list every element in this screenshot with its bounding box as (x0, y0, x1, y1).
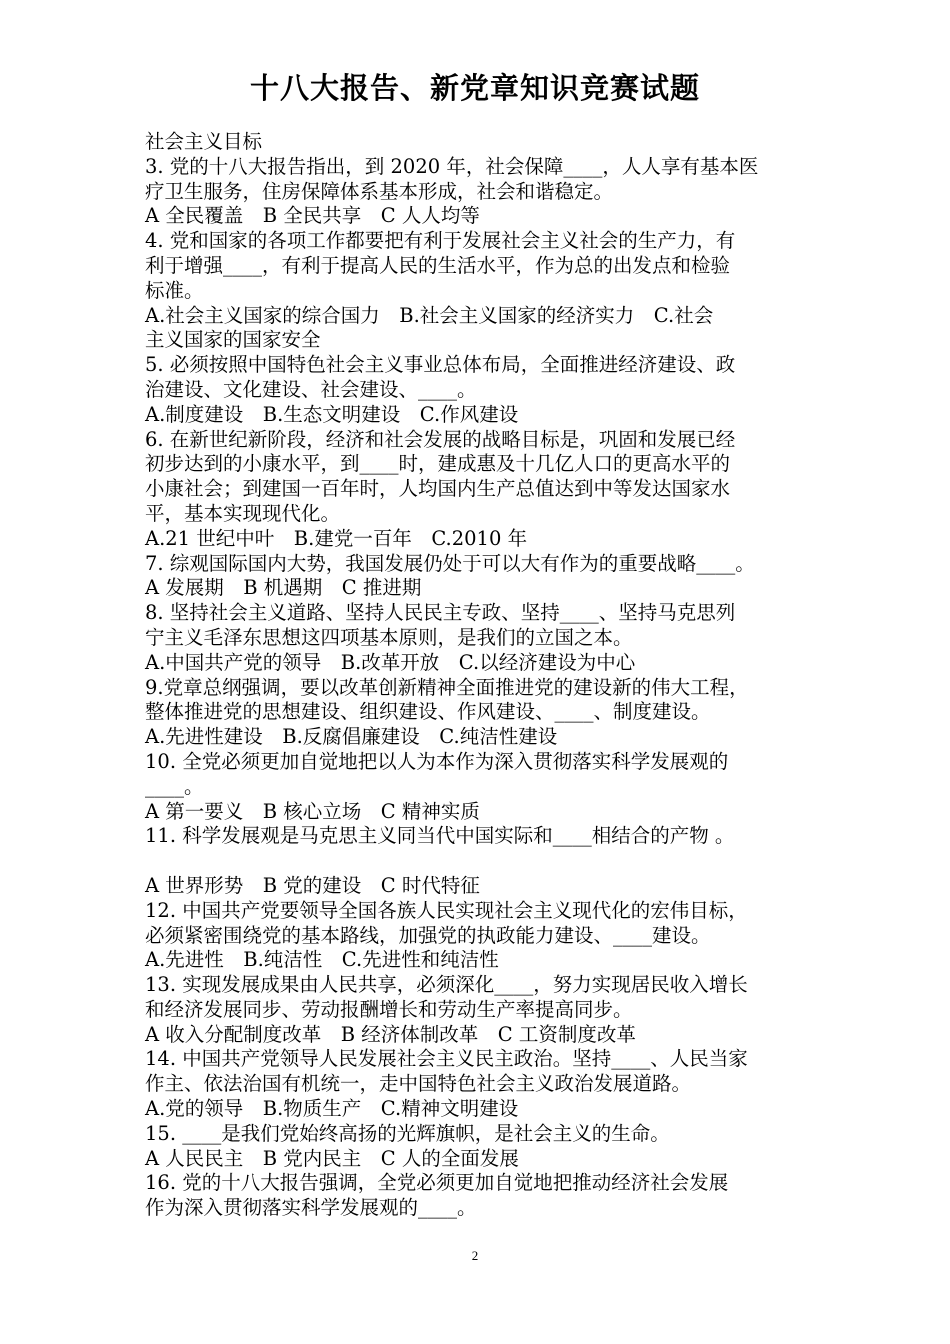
text-line: A 人民民主 B 党内民主 C 人的全面发展 (145, 1146, 519, 1170)
text-line: 主义国家的国家安全 (145, 328, 321, 352)
text-line: A.党的领导 B.物质生产 C.精神文明建设 (145, 1097, 519, 1121)
text-line: 整体推进党的思想建设、组织建设、作风建设、____、制度建设。 (145, 700, 711, 724)
text-line (145, 849, 815, 874)
text-line: ____。 (145, 774, 204, 798)
text-line: A.社会主义国家的综合国力 B.社会主义国家的经济实力 C.社会 (145, 303, 714, 327)
text-line: 小康社会；到建国一百年时，人均国内生产总值达到中等发达国家水 (145, 477, 731, 501)
text-line: 必须紧密围绕党的基本路线，加强党的执政能力建设、____建设。 (145, 923, 711, 947)
text-line: A.21 世纪中叶 B.建党一百年 C.2010 年 (145, 526, 528, 550)
text-line: 11. 科学发展观是马克思主义同当代中国实际和____相结合的产物 。 (145, 824, 735, 848)
text-line: 作主、依法治国有机统一，走中国特色社会主义政治发展道路。 (145, 1072, 692, 1096)
text-line: 和经济发展同步、劳动报酬增长和劳动生产率提高同步。 (145, 997, 633, 1021)
text-line: A.先进性 B.纯洁性 C.先进性和纯洁性 (145, 948, 499, 972)
text-line: 7. 综观国际国内大势，我国发展仍处于可以大有作为的重要战略____。 (145, 551, 755, 575)
text-line: 4. 党和国家的各项工作都要把有利于发展社会主义社会的生产力，有 (145, 229, 736, 253)
text-line: 14. 中国共产党领导人民发展社会主义民主政治。坚持____、人民当家 (145, 1047, 748, 1071)
text-line: A 第一要义 B 核心立场 C 精神实质 (145, 799, 480, 823)
text-line: 16. 党的十八大报告强调，全党必须更加自觉地把推动经济社会发展 (145, 1171, 729, 1195)
text-line: A.先进性建设 B.反腐倡廉建设 C.纯洁性建设 (145, 725, 558, 749)
text-line: 作为深入贯彻落实科学发展观的____。 (145, 1196, 477, 1220)
text-line: A 发展期 B 机遇期 C 推进期 (145, 576, 422, 600)
text-line: 治建设、文化建设、社会建设、____。 (145, 377, 477, 401)
text-line: A.中国共产党的领导 B.改革开放 C.以经济建设为中心 (145, 650, 636, 674)
text-line: A 世界形势 B 党的建设 C 时代特征 (145, 873, 480, 897)
document-title: 十八大报告、新党章知识竞赛试题 (249, 71, 700, 105)
text-line: A 全民覆盖 B 全民共享 C 人人均等 (145, 204, 480, 228)
text-line: A.制度建设 B.生态文明建设 C.作风建设 (145, 402, 519, 426)
text-line: 10. 全党必须更加自觉地把以人为本作为深入贯彻落实科学发展观的 (145, 749, 729, 773)
text-line: 5. 必须按照中国特色社会主义事业总体布局，全面推进经济建设、政 (145, 353, 736, 377)
text-line: A 收入分配制度改革 B 经济体制改革 C 工资制度改革 (145, 1022, 636, 1046)
text-line: 6. 在新世纪新阶段，经济和社会发展的战略目标是，巩固和发展已经 (145, 427, 736, 451)
page-number: 2 (471, 1248, 479, 1263)
text-line: 12. 中国共产党要领导全国各族人民实现社会主义现代化的宏伟目标， (145, 898, 748, 922)
text-line: 利于增强____，有利于提高人民的生活水平，作为总的出发点和检验 (145, 253, 731, 277)
text-line: 宁主义毛泽东思想这四项基本原则，是我们的立国之本。 (145, 625, 633, 649)
text-line: 标准。 (145, 278, 204, 302)
text-line: 3. 党的十八大报告指出，到 2020 年，社会保障____，人人享有基本医 (145, 154, 759, 178)
text-line: 平，基本实现现代化。 (145, 501, 341, 525)
text-line: 9.党章总纲强调，要以改革创新精神全面推进党的建设新的伟大工程， (145, 675, 749, 699)
text-line: 13. 实现发展成果由人民共享，必须深化____，努力实现居民收入增长 (145, 973, 748, 997)
text-line: 社会主义目标 (145, 130, 263, 153)
text-line: 疗卫生服务，住房保障体系基本形成，社会和谐稳定。 (145, 179, 614, 203)
text-line: 初步达到的小康水平，到____时，建成惠及十几亿人口的更高水平的 (145, 452, 731, 476)
text-line: 15. ____是我们党始终高扬的光辉旗帜，是社会主义的生命。 (145, 1121, 670, 1145)
text-line: 8. 坚持社会主义道路、坚持人民民主专政、坚持____、坚持马克思列 (145, 601, 736, 625)
document-body (145, 130, 815, 1221)
